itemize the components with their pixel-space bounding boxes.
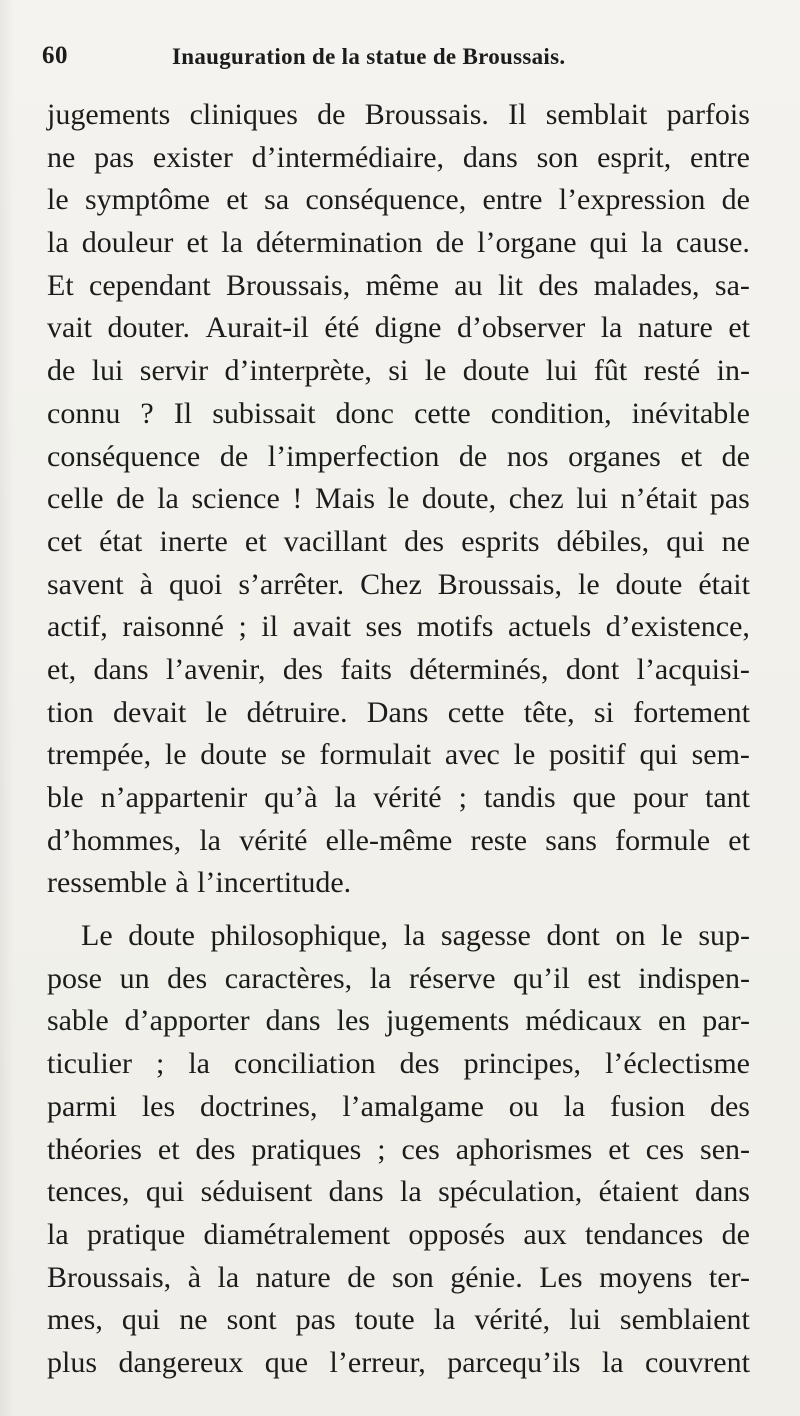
word: de bbox=[458, 439, 488, 473]
word: celle bbox=[47, 482, 104, 516]
word: sable bbox=[47, 1004, 109, 1038]
text-line bbox=[47, 606, 750, 649]
word: d’interprète, bbox=[224, 354, 372, 388]
word: pratique bbox=[86, 1217, 186, 1251]
word: à bbox=[175, 866, 189, 900]
word: de bbox=[317, 98, 346, 131]
word: tandis bbox=[483, 781, 556, 814]
word: qui bbox=[121, 1303, 161, 1337]
word: sa- bbox=[714, 268, 750, 302]
word: doctrines, bbox=[200, 1089, 318, 1123]
word: des bbox=[167, 961, 208, 995]
word: ble bbox=[47, 781, 84, 814]
word: on bbox=[615, 919, 646, 953]
word: qu’il bbox=[513, 961, 570, 995]
word: la bbox=[157, 482, 179, 516]
word: douter. bbox=[107, 311, 190, 345]
text-line bbox=[47, 915, 750, 958]
text-line bbox=[47, 820, 750, 863]
word: le bbox=[205, 695, 228, 729]
word: de bbox=[47, 354, 76, 388]
text-line bbox=[47, 564, 750, 607]
word: la bbox=[403, 919, 426, 953]
word: est bbox=[587, 961, 621, 995]
text-line bbox=[47, 1214, 750, 1257]
word: Dans bbox=[366, 695, 429, 729]
word: vait bbox=[47, 311, 92, 345]
word: la bbox=[47, 1217, 69, 1251]
word: pour bbox=[632, 781, 688, 814]
paragraph-2 bbox=[47, 915, 750, 1385]
word: cliniques bbox=[189, 98, 298, 131]
word: tion bbox=[47, 695, 94, 729]
word: dans bbox=[265, 1004, 321, 1038]
word: que bbox=[572, 781, 616, 814]
word: nos bbox=[506, 439, 549, 473]
word: le bbox=[513, 738, 536, 772]
word: et bbox=[157, 1132, 180, 1166]
word: s’arrêter. bbox=[238, 567, 345, 601]
word: symptôme bbox=[84, 183, 210, 217]
word: sa bbox=[264, 183, 290, 217]
word: qui bbox=[145, 1175, 185, 1209]
word: qui bbox=[589, 226, 628, 260]
word: état bbox=[99, 524, 143, 558]
word: l’acquisi- bbox=[636, 652, 750, 686]
word: organes bbox=[568, 439, 661, 473]
word: parmi bbox=[47, 1089, 117, 1123]
word: séduisent bbox=[200, 1175, 313, 1209]
text-line bbox=[47, 350, 750, 393]
word: Le bbox=[81, 919, 113, 953]
body-text bbox=[47, 94, 750, 1385]
word: l’expression bbox=[558, 183, 706, 217]
word: savent bbox=[47, 567, 124, 601]
word: plus bbox=[47, 1345, 98, 1379]
word: la bbox=[601, 1345, 624, 1379]
word: tant bbox=[705, 781, 750, 814]
word: elle-même bbox=[325, 823, 453, 857]
word: lui bbox=[576, 482, 608, 516]
word: d’hommes, bbox=[47, 823, 182, 857]
word: actuels bbox=[507, 610, 592, 644]
word: avec bbox=[444, 738, 500, 772]
word: si bbox=[593, 695, 614, 729]
word: à bbox=[139, 567, 153, 601]
word: sans bbox=[545, 823, 597, 857]
word: Et bbox=[47, 268, 74, 302]
word: étaient bbox=[598, 1175, 679, 1209]
word: le bbox=[164, 738, 187, 772]
text-line bbox=[47, 307, 750, 350]
word: l’erreur, bbox=[329, 1345, 426, 1379]
text-line bbox=[47, 649, 750, 692]
word: Il bbox=[173, 396, 193, 430]
word: ces bbox=[401, 1132, 440, 1166]
word: Aurait-il bbox=[205, 311, 309, 345]
word: quoi bbox=[169, 567, 223, 601]
word: cet bbox=[47, 524, 82, 558]
word: aux bbox=[523, 1217, 567, 1251]
word: conciliation bbox=[233, 1047, 376, 1081]
word: ter- bbox=[708, 1260, 750, 1294]
word: même bbox=[365, 268, 439, 302]
word: jugements bbox=[47, 98, 171, 131]
word: Broussais, bbox=[437, 567, 562, 601]
word: dont bbox=[546, 919, 600, 953]
word: vérité, bbox=[474, 1303, 551, 1337]
running-header bbox=[42, 42, 748, 76]
word: d’intermédiaire, bbox=[251, 140, 445, 174]
word: et bbox=[186, 226, 209, 260]
word: le bbox=[578, 567, 600, 601]
word: servir bbox=[139, 354, 209, 388]
word: la bbox=[199, 823, 221, 857]
word: digne bbox=[374, 311, 442, 345]
word: esprit, bbox=[597, 140, 672, 174]
word: ces bbox=[645, 1132, 685, 1166]
word: son bbox=[392, 1260, 434, 1294]
word: subissait bbox=[212, 396, 316, 430]
text-line bbox=[47, 436, 750, 479]
word: détermination bbox=[255, 226, 423, 260]
word: l’avenir, bbox=[165, 652, 266, 686]
word: Il bbox=[508, 98, 527, 131]
running-title: Inauguration de la statue de Broussais. bbox=[172, 44, 566, 69]
word: sen- bbox=[700, 1132, 750, 1166]
word: esprits bbox=[461, 524, 540, 558]
word: et bbox=[244, 524, 267, 558]
word: était bbox=[698, 567, 750, 601]
word: la bbox=[47, 226, 69, 260]
text-line bbox=[47, 1299, 750, 1342]
word: tences, bbox=[47, 1175, 130, 1209]
text-line bbox=[47, 1257, 750, 1300]
word: pas bbox=[94, 140, 135, 174]
word: déterminés, bbox=[409, 652, 549, 686]
text-line bbox=[47, 1000, 750, 1043]
text-line bbox=[47, 521, 750, 564]
word: la bbox=[221, 226, 243, 260]
word: entre bbox=[482, 183, 543, 217]
word: cette bbox=[447, 695, 505, 729]
word: in- bbox=[716, 354, 750, 388]
word: le bbox=[47, 183, 69, 217]
word: cette bbox=[414, 396, 471, 430]
word: doute bbox=[615, 567, 683, 601]
paragraph-spacer bbox=[47, 905, 750, 915]
word: doute, bbox=[421, 482, 497, 516]
word: reste bbox=[470, 823, 528, 857]
word: ; bbox=[238, 610, 247, 644]
word: sagesse bbox=[440, 919, 531, 953]
word: lit bbox=[497, 268, 523, 302]
text-line bbox=[47, 222, 750, 265]
word: doute bbox=[462, 354, 530, 388]
word: positif bbox=[549, 738, 626, 772]
word: de bbox=[721, 183, 750, 217]
word: exister bbox=[152, 140, 233, 174]
word: l’incertitude. bbox=[197, 866, 352, 900]
word: et bbox=[680, 439, 703, 473]
word: génie. bbox=[450, 1260, 523, 1294]
word: l’organe bbox=[477, 226, 577, 260]
word: pas bbox=[709, 482, 750, 516]
word: devait bbox=[113, 695, 187, 729]
word: se bbox=[280, 738, 306, 772]
word: jugements bbox=[385, 1004, 510, 1038]
text-line bbox=[47, 734, 750, 777]
word: donc bbox=[335, 396, 394, 430]
word: que bbox=[264, 1345, 309, 1379]
text-line bbox=[47, 393, 750, 436]
word: ressemble bbox=[47, 866, 167, 900]
word: vérité bbox=[373, 781, 442, 814]
word: science bbox=[191, 482, 280, 516]
text-line bbox=[47, 777, 750, 820]
word: si bbox=[388, 354, 409, 388]
word: réserve bbox=[408, 961, 496, 995]
word: fusion bbox=[610, 1089, 686, 1123]
word: ne bbox=[179, 1303, 208, 1337]
word: n’appartenir bbox=[100, 781, 248, 814]
word: n’était bbox=[620, 482, 698, 516]
word: semblaient bbox=[619, 1303, 750, 1337]
word: l’imperfection bbox=[267, 439, 440, 473]
word: ! bbox=[292, 482, 303, 516]
word: raisonné bbox=[122, 610, 224, 644]
word: semblait bbox=[545, 98, 648, 131]
word: la bbox=[369, 961, 392, 995]
word: lui bbox=[545, 354, 578, 388]
word: il bbox=[261, 610, 279, 644]
word: trempée, bbox=[47, 738, 152, 772]
word: à bbox=[187, 1260, 202, 1294]
word: ; bbox=[458, 781, 467, 814]
word: connu bbox=[47, 396, 121, 430]
word: nature bbox=[637, 311, 713, 345]
word: un bbox=[119, 961, 150, 995]
word: resté bbox=[643, 354, 701, 388]
word: dont bbox=[565, 652, 620, 686]
word: opposés bbox=[408, 1217, 506, 1251]
word: couvrent bbox=[644, 1345, 750, 1379]
paragraph-1 bbox=[47, 94, 750, 905]
word: l’amalgame bbox=[342, 1089, 484, 1123]
word: ses bbox=[365, 610, 403, 644]
word: qui bbox=[666, 524, 705, 558]
text-line bbox=[47, 94, 750, 137]
text-line bbox=[47, 1129, 750, 1172]
text-line bbox=[47, 1171, 750, 1214]
word: fût bbox=[593, 354, 628, 388]
word: doute bbox=[200, 738, 267, 772]
word: Mais bbox=[315, 482, 376, 516]
word: douleur bbox=[81, 226, 174, 260]
word: moyens bbox=[599, 1260, 693, 1294]
word: fortement bbox=[633, 695, 750, 729]
word: formule bbox=[615, 823, 711, 857]
page-number: 60 bbox=[42, 42, 68, 69]
word: actif, bbox=[47, 610, 108, 644]
word: Broussais, bbox=[226, 268, 351, 302]
word: été bbox=[324, 311, 360, 345]
word: d’existence, bbox=[605, 610, 750, 644]
word: des bbox=[404, 524, 445, 558]
word: d’observer bbox=[456, 311, 586, 345]
word: vacillant bbox=[283, 524, 387, 558]
word: la bbox=[188, 1047, 210, 1081]
word: débiles, bbox=[556, 524, 650, 558]
word: malades, bbox=[593, 268, 700, 302]
word: dans bbox=[462, 140, 518, 174]
word: entre bbox=[690, 140, 750, 174]
word: en bbox=[657, 1004, 687, 1038]
word: et bbox=[728, 311, 750, 345]
word: conséquence bbox=[47, 439, 201, 473]
word: pose bbox=[47, 961, 102, 995]
text-line bbox=[47, 1342, 750, 1385]
word: et bbox=[728, 823, 750, 857]
word: ; bbox=[377, 1132, 386, 1166]
word: inerte bbox=[159, 524, 228, 558]
text-line bbox=[47, 1043, 750, 1086]
word: et bbox=[608, 1132, 630, 1166]
word: vérité bbox=[239, 823, 308, 857]
word: mes, bbox=[47, 1303, 103, 1337]
text-line bbox=[47, 862, 750, 905]
word: caractères, bbox=[224, 961, 353, 995]
word: inévitable bbox=[631, 396, 750, 430]
word: des bbox=[195, 1132, 236, 1166]
word: avait bbox=[292, 610, 351, 644]
text-line bbox=[47, 179, 750, 222]
word: sem- bbox=[691, 738, 750, 772]
word: tendances bbox=[585, 1217, 704, 1251]
word: dans bbox=[694, 1175, 750, 1209]
word: dans bbox=[328, 1175, 384, 1209]
word: conséquence, bbox=[305, 183, 467, 217]
word: dangereux bbox=[118, 1345, 244, 1379]
word: ; bbox=[155, 1047, 165, 1081]
word: de bbox=[721, 439, 750, 473]
word: la bbox=[400, 1175, 422, 1209]
word: aphorismes bbox=[455, 1132, 593, 1166]
word: les bbox=[141, 1089, 176, 1123]
text-line bbox=[47, 1086, 750, 1129]
word: le bbox=[387, 482, 410, 516]
word: la bbox=[600, 311, 623, 345]
word: de bbox=[116, 482, 145, 516]
word: de bbox=[219, 439, 249, 473]
word: faits bbox=[340, 652, 392, 686]
word: des bbox=[709, 1089, 750, 1123]
word: spéculation, bbox=[438, 1175, 583, 1209]
word: la bbox=[641, 226, 663, 260]
word: ticulier bbox=[47, 1047, 132, 1081]
word: la bbox=[334, 781, 357, 814]
word: nature bbox=[255, 1260, 331, 1294]
word: au bbox=[454, 268, 483, 302]
word: toute bbox=[354, 1303, 415, 1337]
word: qui bbox=[639, 738, 678, 772]
word: philosophique, bbox=[210, 919, 389, 953]
word: son bbox=[536, 140, 579, 174]
word: qu’à bbox=[264, 781, 318, 814]
word: cause. bbox=[675, 226, 750, 260]
word: sont bbox=[226, 1303, 277, 1337]
word: ou bbox=[508, 1089, 539, 1123]
text-line bbox=[47, 478, 750, 521]
word: indispen- bbox=[638, 961, 750, 995]
word: Broussais. bbox=[364, 98, 489, 131]
word: la bbox=[433, 1303, 456, 1337]
word: Les bbox=[539, 1260, 583, 1294]
text-line bbox=[47, 137, 750, 180]
word: des bbox=[399, 1047, 440, 1081]
word: Chez bbox=[360, 567, 422, 601]
text-line bbox=[47, 692, 750, 735]
word: pratiques bbox=[251, 1132, 362, 1166]
word: théories bbox=[47, 1132, 142, 1166]
word: Broussais, bbox=[47, 1260, 172, 1294]
word: le bbox=[661, 919, 683, 953]
word: parcequ’ils bbox=[447, 1345, 581, 1379]
word: médicaux bbox=[525, 1004, 642, 1038]
word: ne bbox=[721, 524, 750, 558]
word: le bbox=[424, 354, 447, 388]
word: parfois bbox=[666, 98, 750, 131]
word: par- bbox=[702, 1004, 750, 1038]
word: et, bbox=[47, 652, 77, 686]
word: chez bbox=[508, 482, 564, 516]
word: de bbox=[721, 1217, 750, 1251]
word: principes, bbox=[463, 1047, 582, 1081]
word: lui bbox=[91, 354, 124, 388]
word: ? bbox=[140, 396, 154, 430]
word: lui bbox=[569, 1303, 601, 1337]
word: des bbox=[538, 268, 579, 302]
word: des bbox=[282, 652, 323, 686]
word: doute bbox=[128, 919, 195, 953]
word: détruire. bbox=[246, 695, 348, 729]
word: ne bbox=[47, 140, 76, 174]
word: tête, bbox=[523, 695, 575, 729]
word: l’éclectisme bbox=[605, 1047, 750, 1081]
word: de bbox=[347, 1260, 376, 1294]
text-line bbox=[47, 958, 750, 1001]
word: pas bbox=[295, 1303, 336, 1337]
word: motifs bbox=[416, 610, 494, 644]
word: les bbox=[336, 1004, 370, 1038]
text-line bbox=[47, 265, 750, 308]
word: la bbox=[217, 1260, 240, 1294]
word: sup- bbox=[698, 919, 750, 953]
word: de bbox=[435, 226, 465, 260]
word: cependant bbox=[89, 268, 211, 302]
word: et bbox=[226, 183, 248, 217]
word: diamétralement bbox=[203, 1217, 391, 1251]
word: la bbox=[563, 1089, 586, 1123]
word: formulait bbox=[319, 738, 432, 772]
word: d’apporter bbox=[124, 1004, 250, 1038]
word: dans bbox=[93, 652, 149, 686]
word: condition, bbox=[490, 396, 612, 430]
